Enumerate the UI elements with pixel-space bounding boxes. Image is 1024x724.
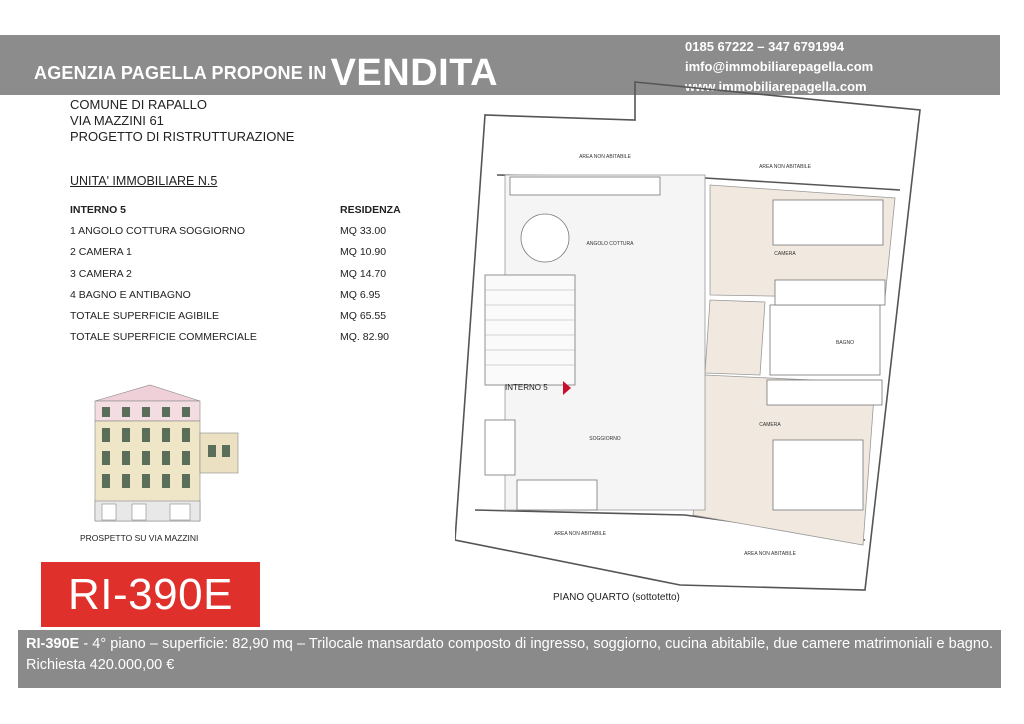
table-row — [70, 268, 410, 289]
row-value: MQ 65.55 — [340, 309, 387, 322]
description-bar — [18, 630, 1001, 688]
description-text: - 4° piano – superficie: 82,90 mq – Trilocale mansardato composto di ingresso, soggiorno, cucina abitabile, due camere matrimoniali e bagno. Richiesta 420.000,00 € — [26, 636, 993, 673]
row-value: MQ 6.95 — [340, 288, 381, 301]
row-value: MQ 10.90 — [340, 246, 387, 259]
plan-label-area4: AREA NON ABITABILE — [744, 551, 796, 557]
listing-code-badge: RI-390E — [41, 562, 260, 627]
plan-label-area2: AREA NON ABITABILE — [759, 164, 811, 170]
table-row — [70, 246, 410, 267]
table-row — [70, 225, 410, 246]
row-value: MQ 33.00 — [340, 225, 387, 238]
contact-website[interactable]: www.immobiliarepagella.com — [685, 79, 867, 94]
floor-label: PIANO QUARTO (sottotetto) — [553, 592, 680, 603]
header-title-big: VENDITA — [330, 52, 499, 94]
plan-label-bagno: BAGNO — [835, 340, 855, 346]
info-line-3: PROGETTO DI RISTRUTTURAZIONE — [70, 129, 295, 144]
floor-plan — [455, 80, 935, 610]
plan-label-area1: AREA NON ABITABILE — [579, 154, 631, 160]
plan-label-camera2: CAMERA — [759, 422, 781, 428]
table-header — [70, 204, 410, 225]
address-block — [70, 97, 294, 145]
row-label: TOTALE SUPERFICIE COMMERCIALE — [70, 331, 257, 344]
contact-email[interactable]: imfo@immobiliarepagella.com — [685, 59, 874, 74]
row-value: MQ. 82.90 — [340, 331, 390, 344]
facade-drawing — [90, 383, 240, 531]
plan-label-camera1: CAMERA — [774, 251, 796, 257]
table-row — [70, 310, 410, 331]
table-head-left: INTERNO 5 — [70, 204, 127, 216]
row-label: 1 ANGOLO COTTURA SOGGIORNO — [70, 225, 246, 238]
row-label: TOTALE SUPERFICIE AGIBILE — [70, 309, 219, 322]
header-title-prefix: AGENZIA PAGELLA PROPONE IN — [34, 63, 327, 83]
row-value: MQ 14.70 — [340, 267, 387, 280]
unit-title: UNITA' IMMOBILIARE N.5 — [70, 174, 218, 188]
row-label: 2 CAMERA 1 — [70, 246, 132, 259]
row-label: 3 CAMERA 2 — [70, 267, 132, 280]
row-label: 4 BAGNO E ANTIBAGNO — [70, 288, 191, 301]
surface-table — [70, 204, 410, 352]
description-code: RI-390E — [26, 636, 80, 652]
contact-phone: 0185 67222 – 347 6791994 — [685, 39, 845, 54]
plan-label-interno: INTERNO 5 — [505, 383, 548, 392]
header-title — [34, 52, 498, 95]
info-line-2: VIA MAZZINI 61 — [70, 113, 164, 128]
table-row — [70, 289, 410, 310]
table-row — [70, 331, 410, 352]
facade-label: PROSPETTO SU VIA MAZZINI — [80, 533, 199, 543]
plan-label-angolo: ANGOLO COTTURA — [586, 241, 634, 247]
plan-label-area3: AREA NON ABITABILE — [554, 531, 606, 537]
plan-label-soggiorno: SOGGIORNO — [589, 436, 621, 442]
table-head-right: RESIDENZA — [340, 204, 401, 216]
info-line-1: COMUNE DI RAPALLO — [70, 97, 208, 112]
